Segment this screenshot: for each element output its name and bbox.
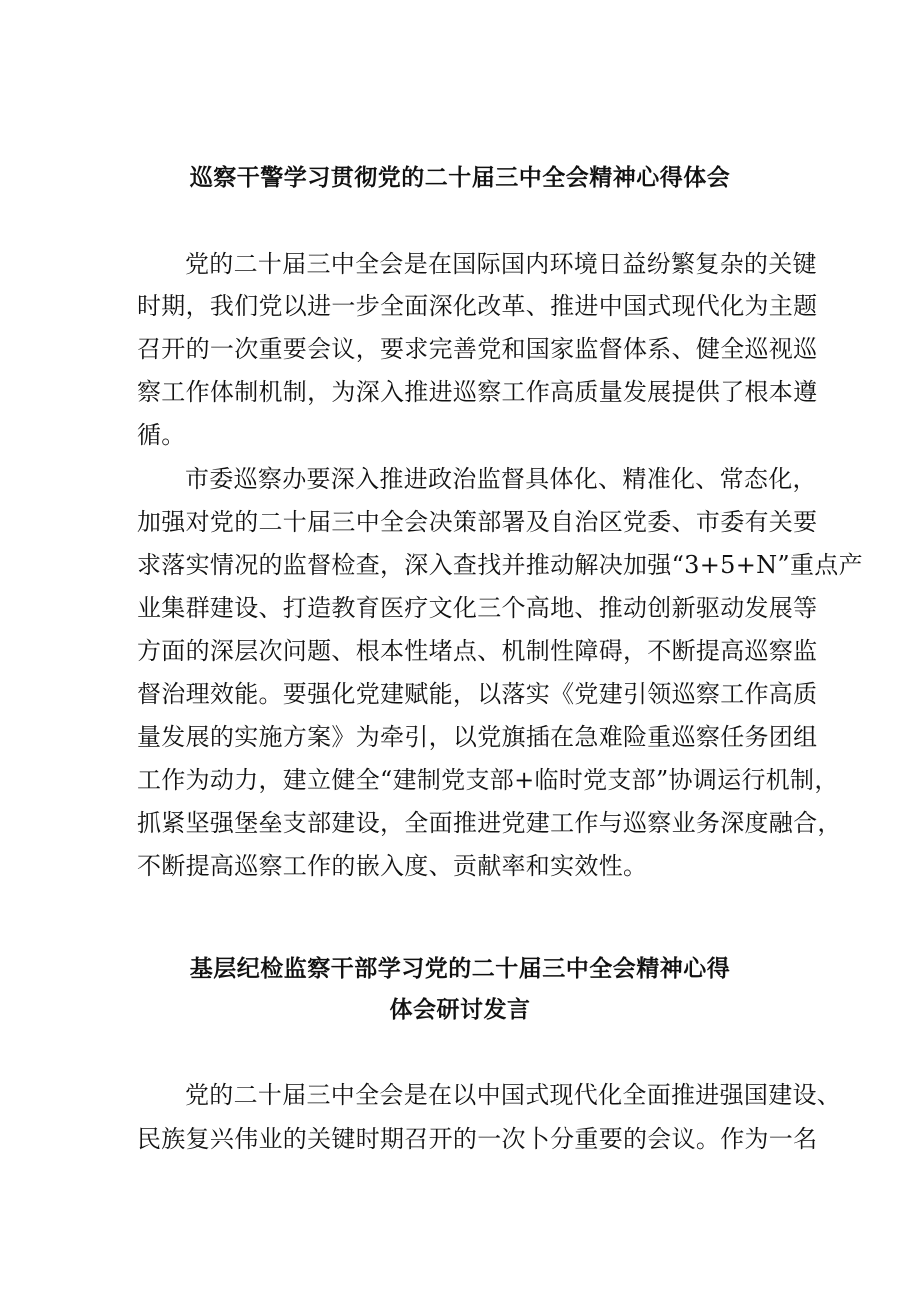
paragraph-line: 市委巡察办要深入推进政治监督具体化、精准化、常态化， [185, 465, 817, 493]
section2-title-line2: 体会研讨发言 [389, 997, 531, 1023]
paragraph-line: 时期，我们党以进一步全面深化改革、推进中国式现代化为主题 [137, 292, 818, 320]
paragraph-line: 工作为动力，建立健全“建制党支部+临时党支部”协调运行机制， [137, 766, 839, 794]
paragraph-line: 不断提高巡察工作的嵌入度、贡献率和实效性。 [137, 852, 648, 880]
section1-title: 巡察干警学习贯彻党的二十届三中全会精神心得体会 [189, 165, 731, 191]
paragraph-line: 业集群建设、打造教育医疗文化三个高地、推动创新驱动发展等 [137, 594, 818, 622]
paragraph-line: 循。 [137, 421, 186, 449]
paragraph-line: 方面的深层次问题、根本性堵点、机制性障碍，不断提高巡察监 [137, 637, 818, 665]
paragraph-line: 督治理效能。要强化党建赋能，以落实《党建引领巡察工作高质 [137, 680, 818, 708]
paragraph-line: 求落实情况的监督检查，深入查找并推动解决加强“3+5+N”重点产 [137, 551, 863, 579]
paragraph-line: 量发展的实施方案》为牵引，以党旗插在急难险重巡察任务团组 [137, 723, 818, 751]
paragraph-line: 党的二十届三中全会是在国际国内环境日益纷繁复杂的关键 [185, 250, 817, 278]
paragraph-line: 召开的一次重要会议，要求完善党和国家监督体系、健全巡视巡 [137, 335, 818, 363]
paragraph-line: 党的二十届三中全会是在以中国式现代化全面推进强国建设、 [185, 1081, 842, 1109]
section2-title-line1: 基层纪检监察干部学习党的二十届三中全会精神心得 [189, 956, 731, 982]
paragraph-line: 加强对党的二十届三中全会决策部署及自治区党委、市委有关要 [137, 508, 818, 536]
paragraph-line: 抓紧坚强堡垒支部建设，全面推进党建工作与巡察业务深度融合， [137, 809, 842, 837]
paragraph-line: 察工作体制机制，为深入推进巡察工作高质量发展提供了根本遵 [137, 378, 818, 406]
paragraph-line: 民族复兴伟业的关键时期召开的一次卜分重要的会议。作为一名 [137, 1125, 818, 1153]
